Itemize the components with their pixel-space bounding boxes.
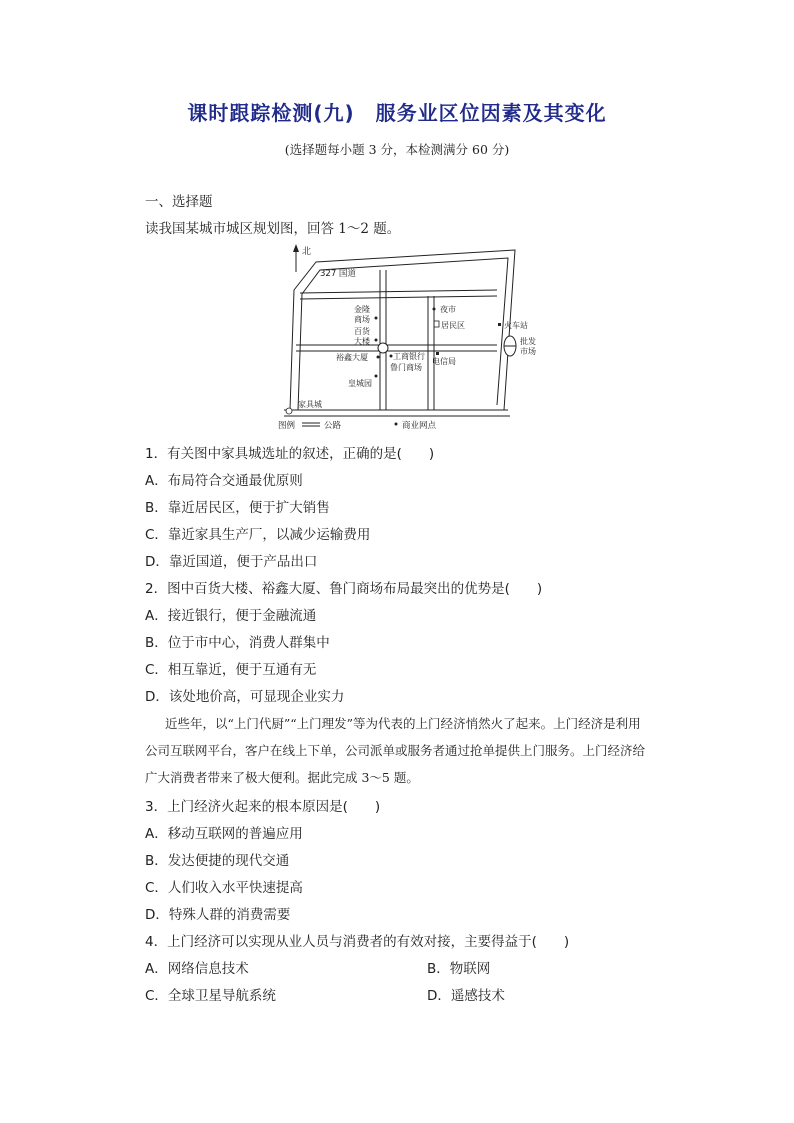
q2-option-d: D．该处地价高，可显现企业实力 bbox=[145, 689, 345, 705]
legend-label: 图例 bbox=[278, 421, 296, 431]
wholesale-label: 批发 bbox=[520, 337, 536, 346]
passage-line-2: 公司互联网平台，客户在线上下单，公司派单或服务者通过抢单提供上门服务。上门经济给 bbox=[145, 743, 646, 758]
q4-option-a: A．网络信息技术 bbox=[145, 961, 249, 977]
q3-option-b: B．发达便捷的现代交通 bbox=[145, 853, 290, 869]
roundabout-icon bbox=[378, 343, 388, 353]
telecom-label: 电信局 bbox=[432, 357, 456, 366]
question-intro: 读我国某城市城区规划图，回答 1～2 题。 bbox=[145, 221, 401, 237]
north-label: 北 bbox=[302, 247, 312, 257]
q2-option-a: A．接近银行，便于金融流通 bbox=[145, 608, 317, 624]
night-market-label: 夜市 bbox=[440, 305, 456, 314]
residential-label: 居民区 bbox=[441, 321, 465, 330]
question-2: 2．图中百货大楼、裕鑫大厦、鲁门商场布局最突出的优势是( ) bbox=[145, 581, 543, 597]
question-1: 1．有关图中家具城选址的叙述，正确的是( ) bbox=[145, 446, 435, 462]
legend-road-label: 公路 bbox=[324, 421, 342, 431]
huangcheng-label: 皇城园 bbox=[348, 379, 372, 388]
q1-option-d: D．靠近国道，便于产品出口 bbox=[145, 554, 318, 570]
north-arrow-icon bbox=[293, 244, 299, 272]
baihuo-label: 百货 bbox=[354, 327, 370, 336]
score-note: (选择题每小题 3 分，本检测满分 60 分) bbox=[284, 142, 510, 157]
q1-option-b: B．靠近居民区，便于扩大销售 bbox=[145, 500, 330, 516]
passage-line-3: 广大消费者带来了极大便利。据此完成 3～5 题。 bbox=[145, 770, 419, 785]
jinlong-label: 金隆 bbox=[354, 305, 370, 314]
q3-option-c: C．人们收入水平快速提高 bbox=[145, 880, 303, 896]
yuxin-label: 裕鑫大厦 bbox=[336, 353, 368, 362]
lumen-label: 鲁门商场 bbox=[390, 363, 422, 372]
q4-option-b: B．物联网 bbox=[427, 961, 491, 977]
question-3: 3．上门经济火起来的根本原因是( ) bbox=[145, 799, 381, 815]
q3-option-a: A．移动互联网的普遍应用 bbox=[145, 826, 303, 842]
legend-point-label: 商业网点 bbox=[402, 421, 437, 431]
jinlong-label-2: 商场 bbox=[354, 315, 370, 324]
section-heading: 一、选择题 bbox=[145, 194, 213, 210]
q1-option-a: A．布局符合交通最优原则 bbox=[145, 473, 303, 489]
train-station-label: 火车站 bbox=[504, 321, 528, 330]
question-4: 4．上门经济可以实现从业人员与消费者的有效对接，主要得益于( ) bbox=[145, 934, 570, 950]
q3-option-d: D．特殊人群的消费需要 bbox=[145, 907, 291, 923]
q2-option-b: B．位于市中心，消费人群集中 bbox=[145, 635, 330, 651]
page-title: 课时跟踪检测(九) 服务业区位因素及其变化 bbox=[187, 101, 607, 125]
baihuo-label-2: 大楼 bbox=[354, 337, 370, 346]
q1-option-c: C．靠近家具生产厂，以减少运输费用 bbox=[145, 527, 371, 543]
q4-option-c: C．全球卫星导航系统 bbox=[145, 988, 276, 1004]
wholesale-label-2: 市场 bbox=[520, 347, 536, 356]
furniture-city-label: 家具城 bbox=[298, 400, 322, 409]
city-map bbox=[278, 240, 558, 435]
passage-line-1: 近些年，以“上门代厨”“上门理发”等为代表的上门经济悄然火了起来。上门经济是利用 bbox=[165, 716, 641, 731]
q4-option-d: D．遥感技术 bbox=[427, 988, 505, 1004]
icbc-label: 工商银行 bbox=[393, 352, 425, 361]
road-327-label: 327 国道 bbox=[320, 269, 356, 279]
q2-option-c: C．相互靠近，便于互通有无 bbox=[145, 662, 317, 678]
